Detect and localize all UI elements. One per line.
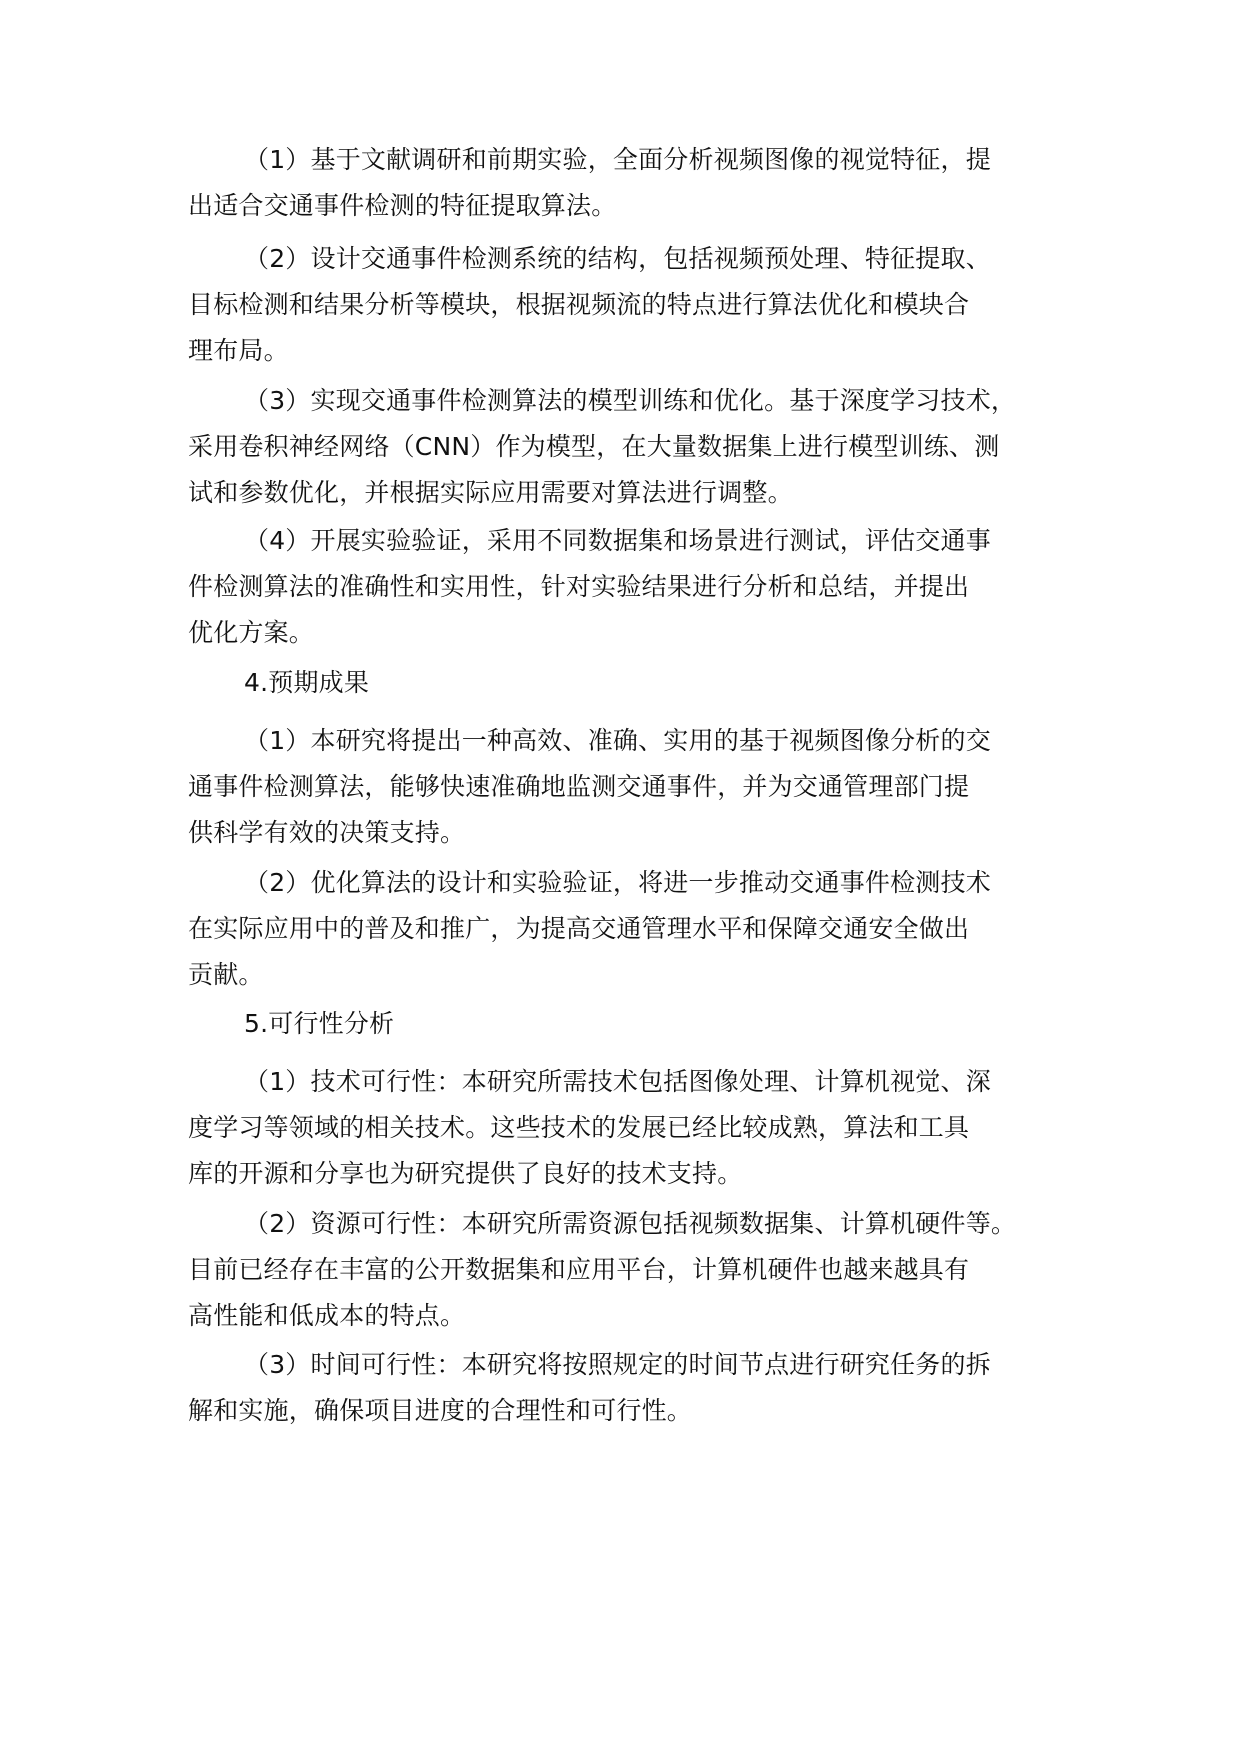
text-line: 库的开源和分享也为研究提供了良好的技术支持。 <box>188 1159 743 1188</box>
text-line: 采用卷积神经网络（CNN）作为模型，在大量数据集上进行模型训练、测 <box>188 432 1000 461</box>
text-line: （1）基于文献调研和前期实验，全面分析视频图像的视觉特征，提 <box>244 145 991 174</box>
text-line: （2）优化算法的设计和实验验证，将进一步推动交通事件检测技术 <box>244 868 991 897</box>
text-line: 优化方案。 <box>188 618 315 647</box>
paragraph-research-content-3 <box>188 378 1068 516</box>
section-heading-expected-results <box>188 660 1068 706</box>
text-line: （4）开展实验验证，采用不同数据集和场景进行测试，评估交通事 <box>244 526 991 555</box>
text-line: 目前已经存在丰富的公开数据集和应用平台，计算机硬件也越来越具有 <box>188 1255 970 1284</box>
text-line: 贡献。 <box>188 960 264 989</box>
text-line: 在实际应用中的普及和推广，为提高交通管理水平和保障交通安全做出 <box>188 914 970 943</box>
text-line: 试和参数优化，并根据实际应用需要对算法进行调整。 <box>188 478 793 507</box>
text-line: 出适合交通事件检测的特征提取算法。 <box>188 191 617 220</box>
section-heading: 4.预期成果 <box>244 668 370 697</box>
paragraph-feasibility-1 <box>188 1059 1068 1197</box>
text-line: 解和实施，确保项目进度的合理性和可行性。 <box>188 1396 693 1425</box>
paragraph-expected-results-1 <box>188 718 1068 856</box>
text-line: （3）实现交通事件检测算法的模型训练和优化。基于深度学习技术， <box>244 386 1017 415</box>
paragraph-expected-results-2 <box>188 860 1068 998</box>
paragraph-feasibility-3 <box>188 1342 1068 1434</box>
text-line: （2）设计交通事件检测系统的结构，包括视频预处理、特征提取、 <box>244 244 991 273</box>
text-line: （3）时间可行性：本研究将按照规定的时间节点进行研究任务的拆 <box>244 1350 991 1379</box>
paragraph-research-content-2 <box>188 236 1068 374</box>
text-line: 度学习等领域的相关技术。这些技术的发展已经比较成熟，算法和工具 <box>188 1113 970 1142</box>
text-line: 理布局。 <box>188 336 289 365</box>
text-line: （1）技术可行性：本研究所需技术包括图像处理、计算机视觉、深 <box>244 1067 991 1096</box>
paragraph-research-content-1 <box>188 137 1068 229</box>
text-line: 通事件检测算法，能够快速准确地监测交通事件，并为交通管理部门提 <box>188 772 970 801</box>
text-line: 件检测算法的准确性和实用性，针对实验结果进行分析和总结，并提出 <box>188 572 970 601</box>
section-heading: 5.可行性分析 <box>244 1009 395 1038</box>
text-line: 高性能和低成本的特点。 <box>188 1301 466 1330</box>
text-line: 目标检测和结果分析等模块，根据视频流的特点进行算法优化和模块合 <box>188 290 970 319</box>
section-heading-feasibility <box>188 1001 1068 1047</box>
text-line: （2）资源可行性：本研究所需资源包括视频数据集、计算机硬件等。 <box>244 1209 1017 1238</box>
paragraph-feasibility-2 <box>188 1201 1068 1339</box>
text-line: 供科学有效的决策支持。 <box>188 818 466 847</box>
text-line: （1）本研究将提出一种高效、准确、实用的基于视频图像分析的交 <box>244 726 991 755</box>
paragraph-research-content-4 <box>188 518 1068 656</box>
